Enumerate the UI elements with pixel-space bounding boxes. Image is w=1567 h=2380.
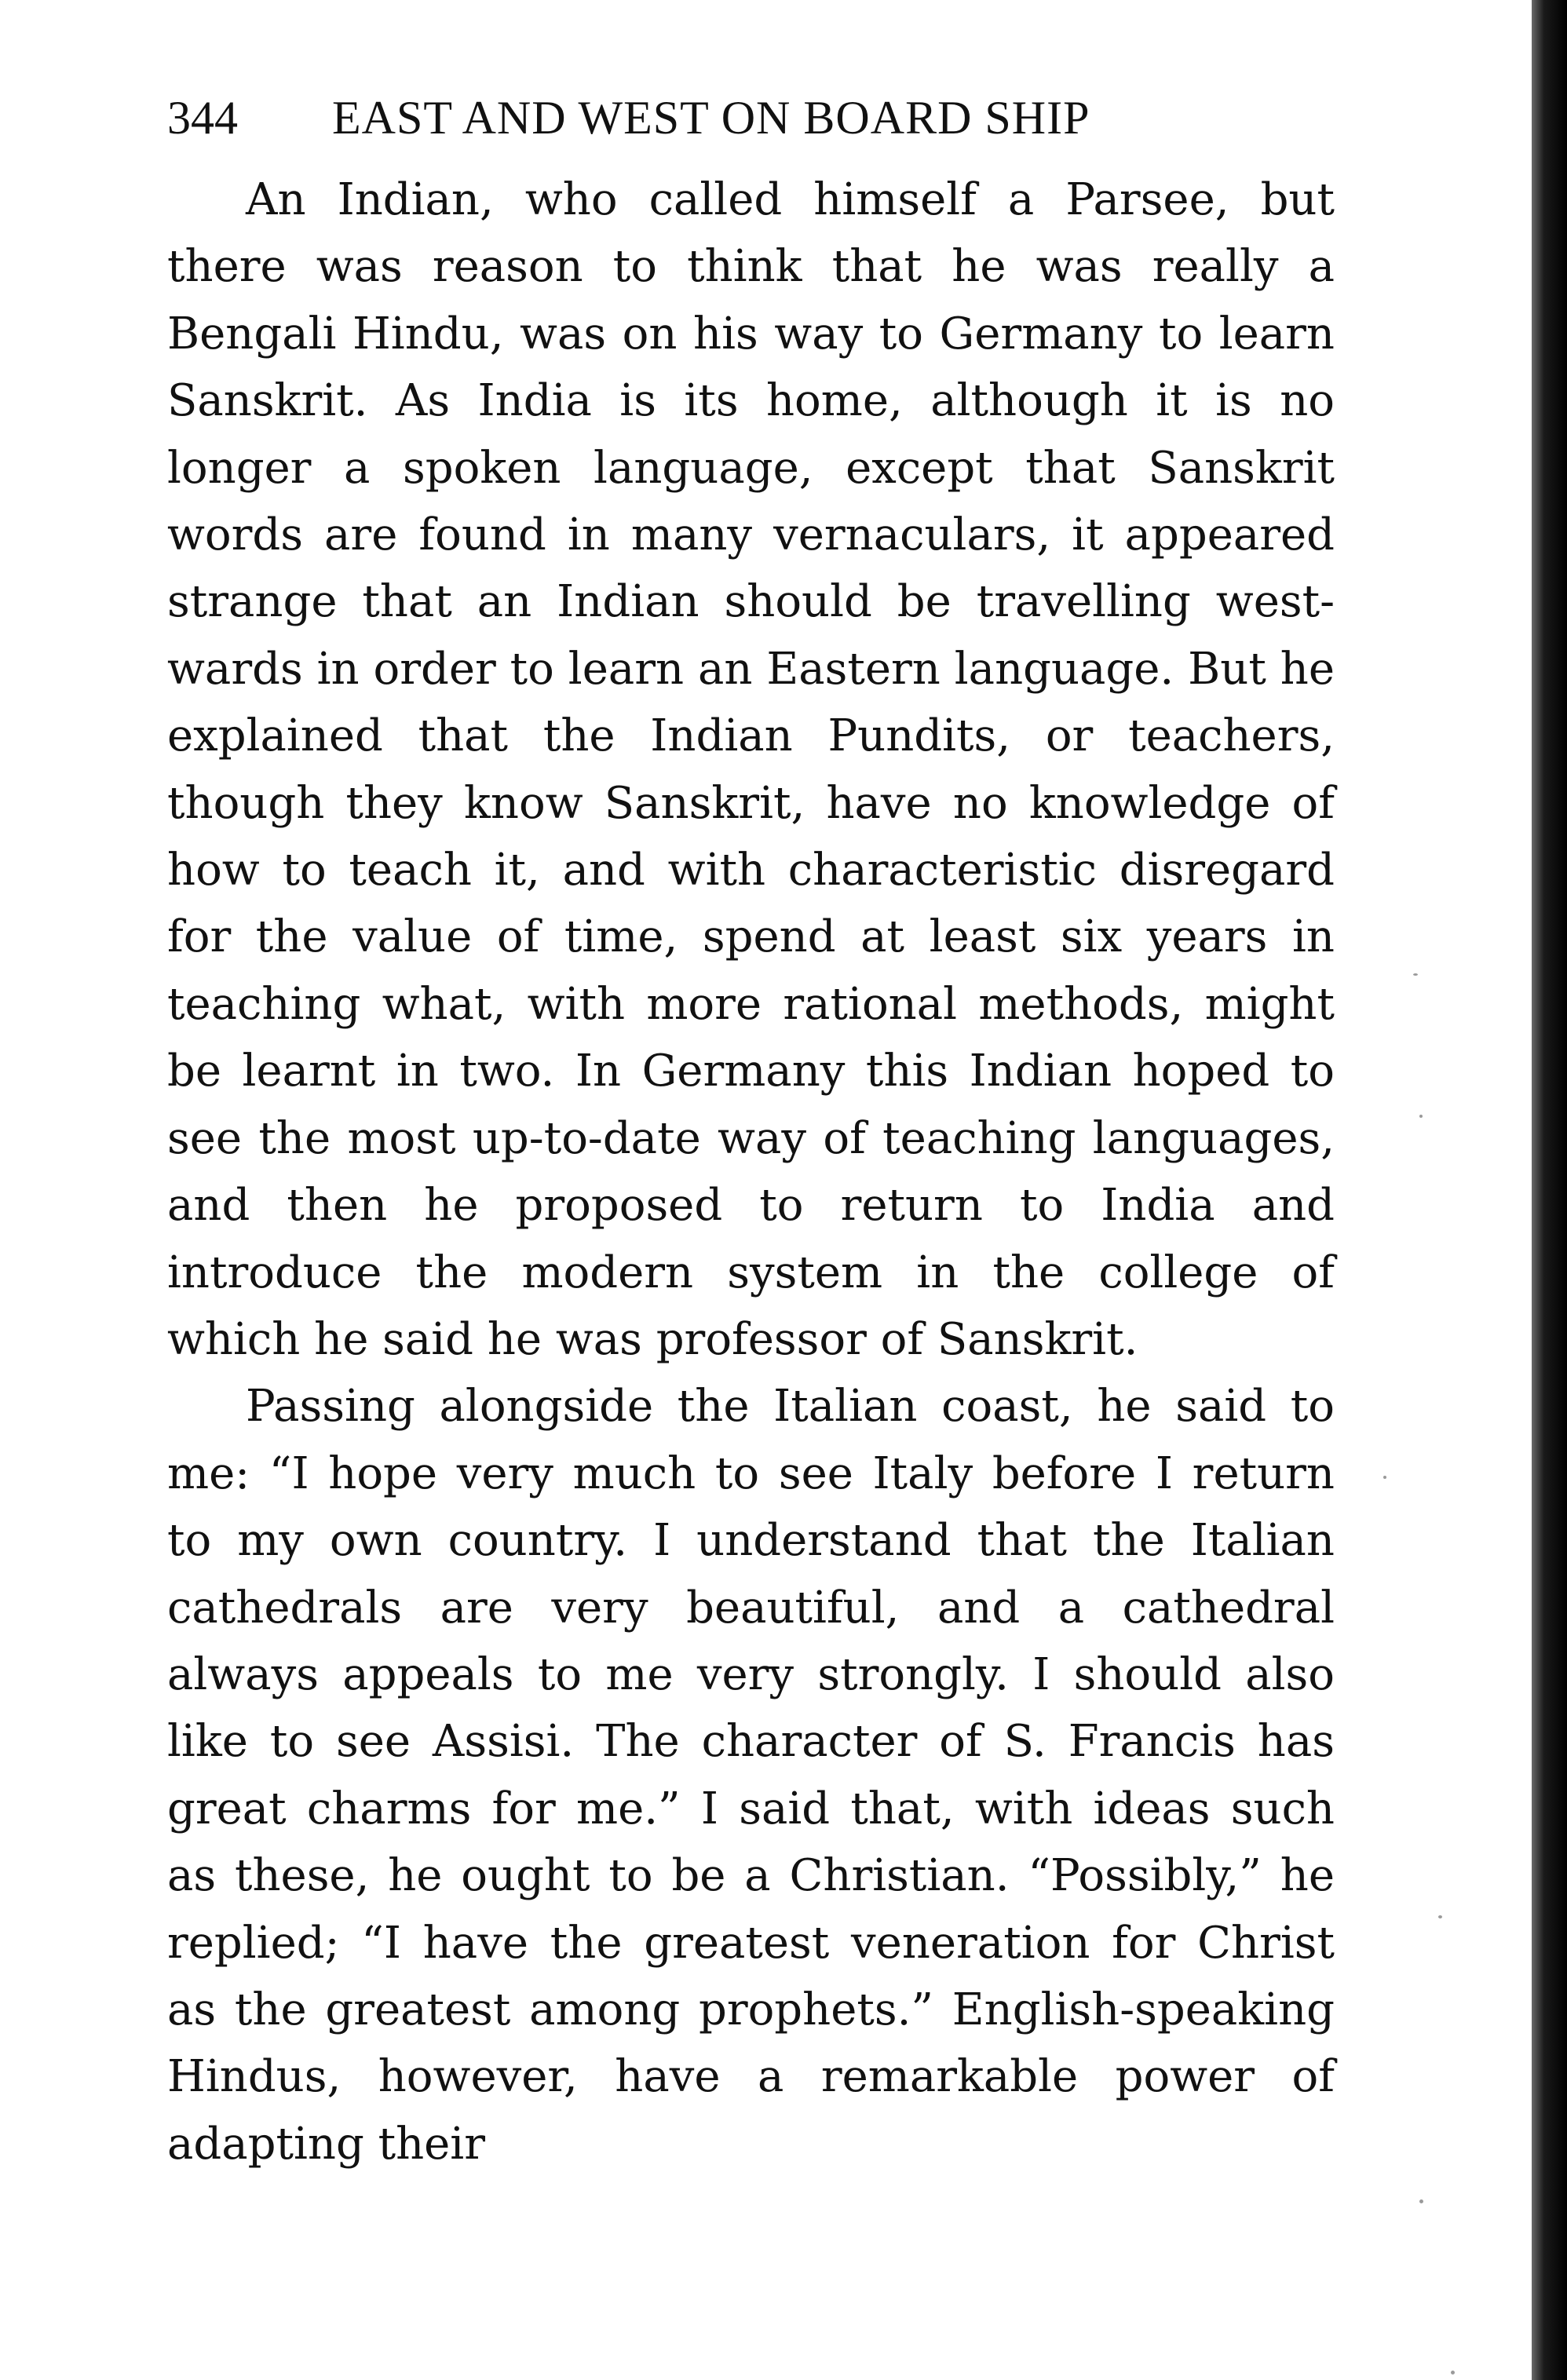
paragraph-1: An Indian, who called himself a Parsee, but there was reason to think that he was really a Bengali Hindu, was on his way to Germany to learn Sanskrit. As India is its home, although it is no longer a spoken language, except that Sanskrit words are found in many vernaculars, it appeared strange that an Indian should be travelling westwards in order to learn an Eastern language. But he explained that the Indian Pundits, or teachers, though they know Sanskrit, have no knowledge of how to teach it, and with characteristic disregard for the value of time, spend at least six years in teaching what, with more rational methods, might be learnt in two. In Germany this Indian hoped to see the most up-to-date way of teaching languages, and then he proposed to return to India and introduce the modern system in the college of which he said he was professor of Sanskrit. (167, 174, 1335, 1365)
paper-speck (1413, 973, 1418, 976)
paragraph-2: Passing alongside the Italian coast, he said to me: “I hope very much to see Italy before I return to my own country. I understand that the Italian cathedrals are very beautiful, and a cathedral always appeals to me very strongly. I should also like to see Assisi. The character of S. Francis has great charms for me.” I said that, with ideas such as these, he ought to be a Christian. “Possibly,” he replied; “I have the greatest veneration for Christ as the greatest among prophets.” English-speaking Hindus, however, have a remarkable power of adapting their (167, 1381, 1335, 2170)
paper-speck (1438, 1915, 1442, 1918)
running-head (167, 86, 1345, 149)
page-binding-edge (1532, 0, 1567, 2380)
paper-speck (1451, 2371, 1455, 2375)
paper-speck (1383, 1476, 1386, 1479)
body-text (167, 166, 1335, 2177)
page-number: 344 (167, 92, 238, 144)
paper-speck (1419, 2199, 1423, 2203)
paper-speck (1419, 1115, 1423, 1118)
running-title: EAST AND WEST ON BOARD SHIP (332, 92, 1090, 144)
